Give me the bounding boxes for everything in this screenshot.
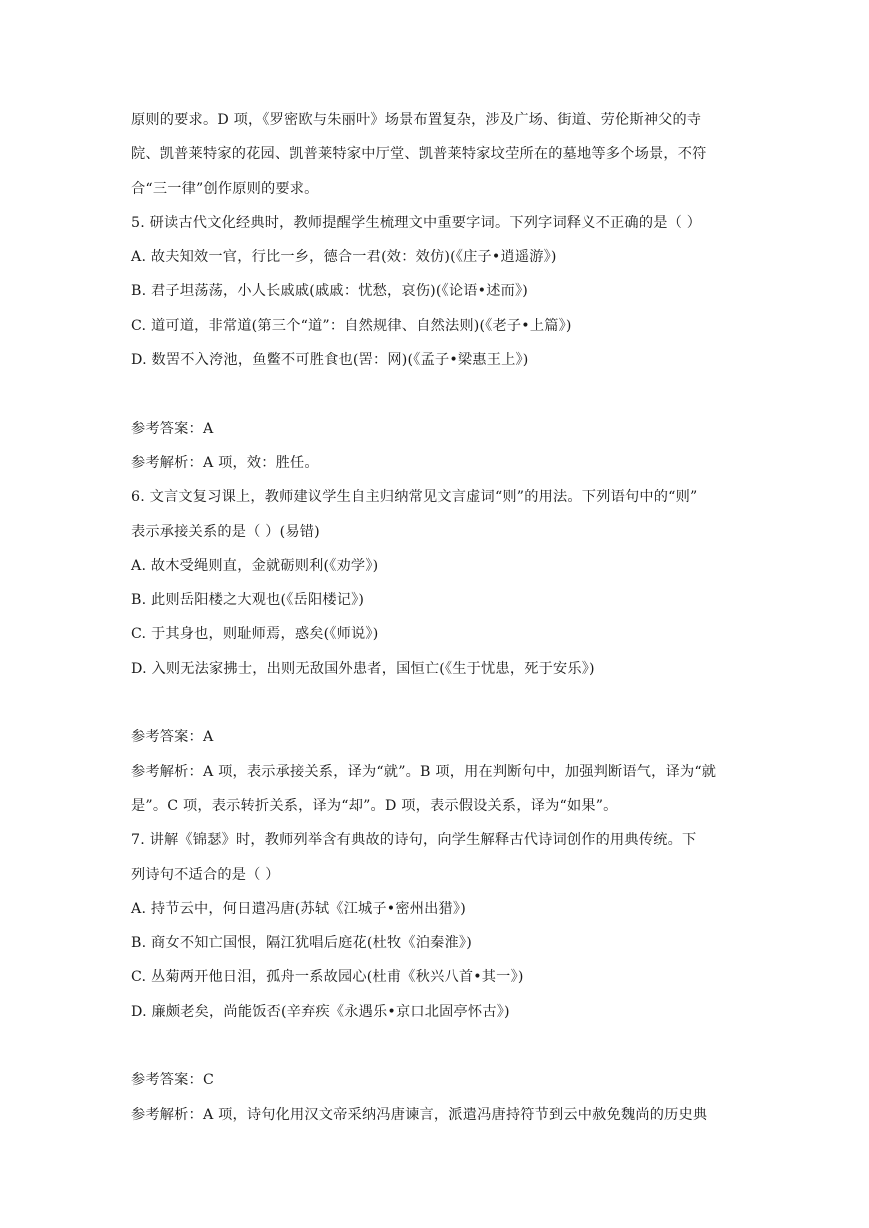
- question-6-option-c: C. 于其身也，则耻师焉，惑矣(《师说》): [131, 626, 379, 643]
- blank-line: [131, 377, 751, 411]
- question-6-stem: 6. 文言文复习课上，教师建议学生自主归纳常见文言虚词“则”的用法。下列语句中的“则”: [131, 489, 698, 506]
- question-5-stem: 5. 研读古代文化经典时，教师提醒学生梳理文中重要字词。下列字词释义不正确的是（ ）: [131, 214, 702, 231]
- question-5-option-d: D. 数罟不入洿池，鱼鳖不可胜食也(罟：网)(《孟子•梁惠王上》): [131, 352, 529, 369]
- question-7-stem-cont: 列诗句不适合的是（ ）: [131, 866, 280, 883]
- text-line: 合“三一律”创作原则的要求。: [131, 180, 319, 197]
- question-6-option-b: B. 此则岳阳楼之大观也(《岳阳楼记》): [131, 592, 365, 609]
- text-line: 院、凯普莱特家的花园、凯普莱特家中厅堂、凯普莱特家坟茔所在的墓地等多个场景，不符: [131, 146, 707, 163]
- question-5-answer: 参考答案：A: [131, 420, 214, 437]
- question-7-answer: 参考答案：C: [131, 1072, 214, 1089]
- question-5-analysis: 参考解析：A 项，效：胜任。: [131, 454, 319, 471]
- question-7-option-a: A. 持节云中，何日遣冯唐(苏轼《江城子•密州出猎》): [131, 900, 466, 917]
- question-6-analysis-cont: 是”。C 项，表示转折关系，译为“却”。D 项，表示假设关系，译为“如果”。: [131, 797, 618, 814]
- question-5-option-b: B. 君子坦荡荡，小人长戚戚(戚戚：忧愁，哀伤)(《论语•述而》): [131, 283, 529, 300]
- question-5-option-a: A. 故夫知效一官，行比一乡，德合一君(效：效仿)(《庄子•逍遥游》): [131, 249, 557, 266]
- question-7-stem: 7. 讲解《锦瑟》时，教师列举含有典故的诗句，向学生解释古代诗词创作的用典传统。下: [131, 832, 697, 849]
- question-7-option-c: C. 丛菊两开他日泪，孤舟一系故园心(杜甫《秋兴八首•其一》): [131, 969, 524, 986]
- question-7-analysis: 参考解析：A 项，诗句化用汉文帝采纳冯唐谏言，派遣冯唐持符节到云中赦免魏尚的历史典: [131, 1106, 708, 1123]
- question-7-option-b: B. 商女不知亡国恨，隔江犹唱后庭花(杜牧《泊秦淮》): [131, 935, 472, 952]
- question-6-stem-cont: 表示承接关系的是（ ）(易错): [131, 523, 320, 540]
- question-6-analysis: 参考解析：A 项，表示承接关系，译为“就”。B 项，用在判断句中，加强判断语气，译为“就: [131, 763, 717, 780]
- text-line: 原则的要求。D 项，《罗密欧与朱丽叶》场景布置复杂，涉及广场、街道、劳伦斯神父的寺: [131, 112, 702, 128]
- question-6-option-a: A. 故木受绳则直，金就砺则利(《劝学》): [131, 557, 379, 574]
- question-5-option-c: C. 道可道，非常道(第三个“道”：自然规律、自然法则)(《老子•上篇》): [131, 317, 572, 334]
- blank-line: [131, 1029, 751, 1063]
- question-6-option-d: D. 入则无法家拂士，出则无敌国外患者，国恒亡(《生于忧患，死于安乐》): [131, 660, 595, 677]
- blank-line: [131, 686, 751, 720]
- question-7-option-d: D. 廉颇老矣，尚能饭否(辛弃疾《永遇乐•京口北固亭怀古》): [131, 1003, 510, 1020]
- question-6-answer: 参考答案：A: [131, 729, 214, 746]
